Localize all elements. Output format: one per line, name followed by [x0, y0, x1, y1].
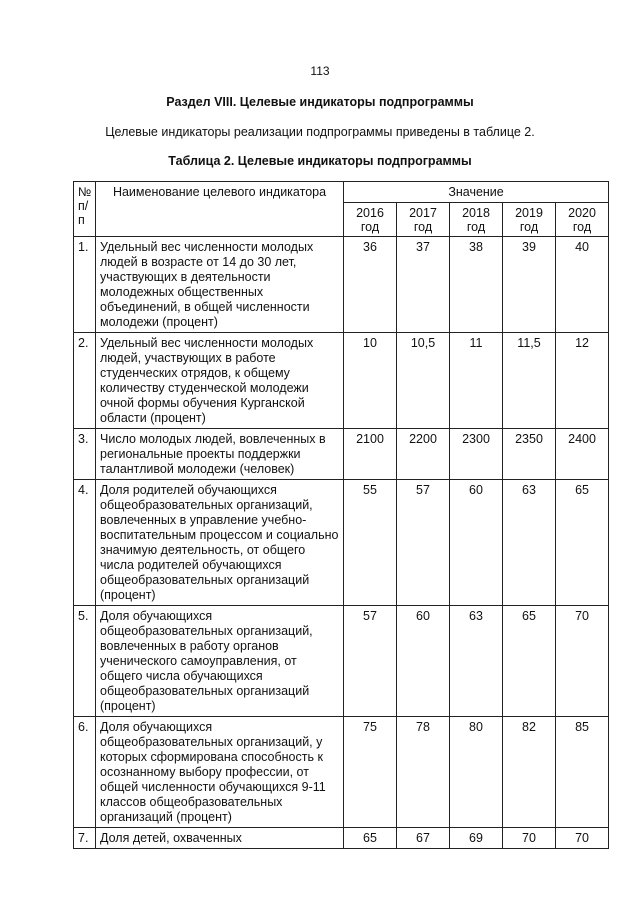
value-2016: 65	[344, 828, 397, 849]
page-number: 113	[310, 64, 330, 78]
header-value: Значение	[344, 182, 609, 203]
value-2019: 70	[503, 828, 556, 849]
row-number: 6.	[74, 717, 96, 828]
value-2016: 2100	[344, 429, 397, 480]
table-row	[74, 333, 609, 429]
table-row	[74, 429, 609, 480]
indicator-name: Удельный вес численности молодых людей в возрасте от 14 до 30 лет, участвующих в деятельности молодежных общественных объединений, в общей численности молодежи (процент)	[96, 237, 344, 333]
header-year-2017: 2017 год	[397, 203, 450, 237]
header-num: № п/п	[74, 182, 96, 237]
row-number: 1.	[74, 237, 96, 333]
value-2019: 11,5	[503, 333, 556, 429]
indicator-name: Доля детей, охваченных	[96, 828, 344, 849]
value-2018: 69	[450, 828, 503, 849]
value-2016: 57	[344, 606, 397, 717]
value-2017: 37	[397, 237, 450, 333]
table-row	[74, 237, 609, 333]
value-2018: 2300	[450, 429, 503, 480]
value-2020: 70	[556, 606, 609, 717]
value-2020: 85	[556, 717, 609, 828]
value-2016: 10	[344, 333, 397, 429]
value-2016: 36	[344, 237, 397, 333]
header-year-2016: 2016 год	[344, 203, 397, 237]
value-2017: 10,5	[397, 333, 450, 429]
header-year-2018: 2018 год	[450, 203, 503, 237]
value-2018: 11	[450, 333, 503, 429]
indicator-name: Число молодых людей, вовлеченных в региональные проекты поддержки талантливой молодежи (человек)	[96, 429, 344, 480]
value-2020: 2400	[556, 429, 609, 480]
value-2018: 38	[450, 237, 503, 333]
indicator-name: Доля родителей обучающихся общеобразовательных организаций, вовлеченных в управление учебно-воспитательным процессом и социально значимую деятельность, от общего числа родителей обучающихся общеобразовательных организаций (процент)	[96, 480, 344, 606]
row-number: 4.	[74, 480, 96, 606]
table-row	[74, 480, 609, 606]
value-2016: 75	[344, 717, 397, 828]
header-year-2019: 2019 год	[503, 203, 556, 237]
section-title: Раздел VIII. Целевые индикаторы подпрограммы	[166, 95, 474, 109]
value-2020: 70	[556, 828, 609, 849]
indicator-name: Удельный вес численности молодых людей, участвующих в работе студенческих отрядов, к общему количеству студенческой молодежи очной формы обучения Курганской области (процент)	[96, 333, 344, 429]
value-2018: 60	[450, 480, 503, 606]
row-number: 5.	[74, 606, 96, 717]
header-year-2020: 2020 год	[556, 203, 609, 237]
value-2020: 12	[556, 333, 609, 429]
row-number: 3.	[74, 429, 96, 480]
value-2019: 82	[503, 717, 556, 828]
row-number: 7.	[74, 828, 96, 849]
header-name: Наименование целевого индикатора	[96, 182, 344, 237]
indicator-name: Доля обучающихся общеобразовательных организаций, у которых сформирована способность к осознанному выбору профессии, от общей численности обучающихся 9-11 классов общеобразовательных организаций (процент)	[96, 717, 344, 828]
value-2018: 80	[450, 717, 503, 828]
value-2017: 57	[397, 480, 450, 606]
value-2016: 55	[344, 480, 397, 606]
value-2019: 65	[503, 606, 556, 717]
intro-text: Целевые индикаторы реализации подпрограммы приведены в таблице 2.	[105, 125, 535, 139]
table-row	[74, 606, 609, 717]
indicators-table	[73, 181, 609, 849]
value-2020: 65	[556, 480, 609, 606]
indicator-name: Доля обучающихся общеобразовательных организаций, вовлеченных в работу органов ученического самоуправления, от общего числа обучающихся общеобразовательных организаций (процент)	[96, 606, 344, 717]
table-row	[74, 717, 609, 828]
value-2020: 40	[556, 237, 609, 333]
table-caption: Таблица 2. Целевые индикаторы подпрограммы	[168, 154, 472, 168]
value-2017: 78	[397, 717, 450, 828]
value-2017: 2200	[397, 429, 450, 480]
value-2018: 63	[450, 606, 503, 717]
value-2017: 67	[397, 828, 450, 849]
value-2019: 63	[503, 480, 556, 606]
value-2017: 60	[397, 606, 450, 717]
value-2019: 2350	[503, 429, 556, 480]
table-row	[74, 828, 609, 849]
value-2019: 39	[503, 237, 556, 333]
row-number: 2.	[74, 333, 96, 429]
